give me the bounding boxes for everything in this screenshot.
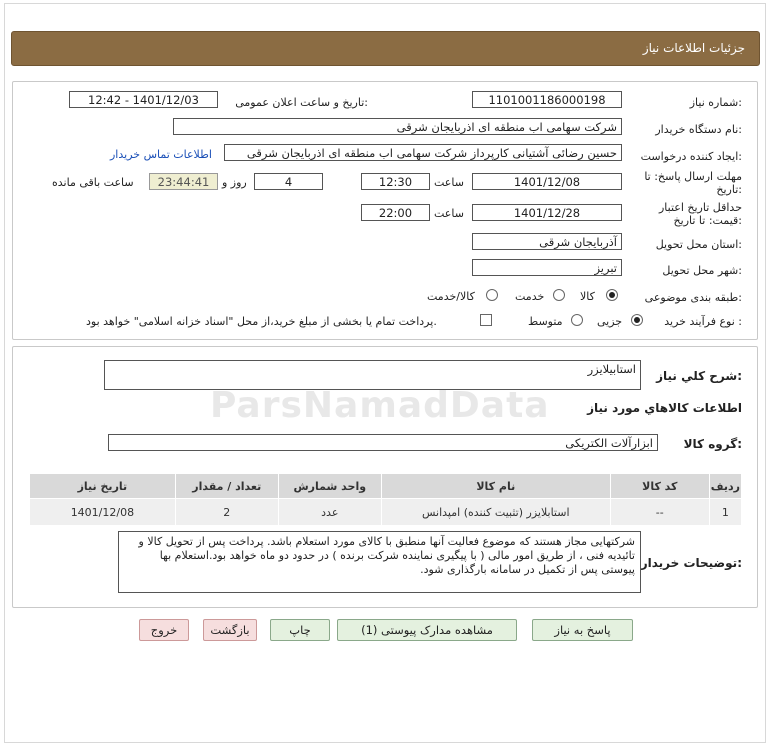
summary-label: شرح کلي نياز:	[656, 369, 742, 383]
contact-buyer-link[interactable]: اطلاعات تماس خریدار	[110, 148, 212, 161]
requester-label: ایجاد کننده درخواست:	[640, 150, 742, 163]
col-qty: تعداد / مقدار	[175, 474, 278, 499]
exit-button[interactable]: خروج	[139, 619, 189, 641]
category-service-radio[interactable]	[553, 289, 565, 301]
deadline-date-field: 1401/12/08	[472, 173, 622, 190]
province-label: استان محل تحویل:	[655, 238, 742, 251]
need-number-label: شماره نیاز:	[689, 96, 742, 109]
cell-unit: عدد	[278, 499, 381, 526]
announce-field: 1401/12/03 - 12:42	[69, 91, 218, 108]
cell-qty: 2	[175, 499, 278, 526]
reply-button[interactable]: پاسخ به نیاز	[532, 619, 633, 641]
days-label: روز و	[222, 176, 247, 189]
need-number-field: 1101001186000198	[472, 91, 622, 108]
deadline-time-label: ساعت	[434, 176, 464, 189]
validity-date-field: 1401/12/28	[472, 204, 622, 221]
purchase-medium-radio[interactable]	[571, 314, 583, 326]
validity-label-2: قیمت: تا تاریخ:	[673, 214, 742, 227]
summary-field: استابیلایزر	[104, 360, 641, 390]
cell-row: 1	[709, 499, 741, 526]
city-label: شهر محل تحویل:	[662, 264, 742, 277]
goods-info-title: اطلاعات کالاهاي مورد نياز	[587, 401, 742, 415]
province-field: آذربایجان شرقی	[472, 233, 622, 250]
col-name: نام کالا	[381, 474, 610, 499]
deadline-label-2: تاریخ:	[716, 183, 742, 196]
table-row	[30, 499, 742, 526]
buyer-notes-field: شرکتهایی مجاز هستند که موضوع فعالیت آنها منطبق با کالای مورد استعلام باشد. پرداخت پس از تحویل کالا و تائیدیه فنی ، از طریق امور مالی ( با پیگیری نماینده شرکت برنده ) در حدود دو ماه خواهد بود.استعلام بها پیوستی پس از تکمیل در سامانه بارگذاری شود.	[118, 531, 641, 593]
back-button[interactable]: بازگشت	[203, 619, 257, 641]
header-bar	[11, 31, 760, 66]
group-label: گروه کالا:	[683, 437, 742, 451]
category-both-radio[interactable]	[486, 289, 498, 301]
buyer-field: شرکت سهامی اب منطقه ای اذربایجان شرقی	[173, 118, 622, 135]
purchase-minor-radio[interactable]	[631, 314, 643, 326]
watermark-logo: ParsNamadData	[210, 385, 550, 426]
city-field: تبریز	[472, 259, 622, 276]
items-table	[29, 473, 742, 526]
validity-time-label: ساعت	[434, 207, 464, 220]
validity-label-1: حداقل تاریخ اعتبار	[658, 201, 742, 214]
requester-field: حسین رضائی آشتیانی کارپرداز شرکت سهامی اب منطقه ای اذربایجان شرقی	[224, 144, 622, 161]
category-service-label: خدمت	[515, 290, 545, 303]
days-field: 4	[254, 173, 323, 190]
group-field: ابزارآلات الکتریکی	[108, 434, 658, 451]
treasury-checkbox[interactable]	[480, 314, 492, 326]
page-title: جزئیات اطلاعات نیاز	[642, 41, 745, 55]
col-unit: واحد شمارش	[278, 474, 381, 499]
announce-label: تاریخ و ساعت اعلان عمومی:	[235, 96, 368, 109]
remaining-label: ساعت باقی مانده	[52, 176, 134, 189]
deadline-label-1: مهلت ارسال پاسخ: تا	[644, 170, 742, 183]
category-goods-radio[interactable]	[606, 289, 618, 301]
cell-code: --	[610, 499, 709, 526]
col-date: تاریخ نیاز	[30, 474, 176, 499]
validity-time-field: 22:00	[361, 204, 430, 221]
purchase-minor-label: جزیی	[597, 315, 623, 328]
col-code: کد کالا	[610, 474, 709, 499]
buyer-label: نام دستگاه خریدار:	[655, 123, 742, 136]
remaining-timer: 23:44:41	[149, 173, 218, 190]
col-row: ردیف	[709, 474, 741, 499]
treasury-note: پرداخت تمام یا بخشی از مبلغ خرید،از محل "اسناد خزانه اسلامی" خواهد بود.	[86, 315, 437, 328]
deadline-time-field: 12:30	[361, 173, 430, 190]
attachments-button[interactable]: مشاهده مدارک پیوستی (1)	[337, 619, 517, 641]
buyer-notes-label: توضیحات خریدار:	[640, 556, 742, 570]
category-goods-label: کالا	[580, 290, 595, 303]
cell-name: استابلایزر (تثبیت کننده) امپدانس	[381, 499, 610, 526]
purchase-type-label: نوع فرآیند خرید :	[664, 315, 742, 328]
cell-date: 1401/12/08	[30, 499, 176, 526]
category-both-label: کالا/خدمت	[427, 290, 475, 303]
category-label: طبقه بندی موضوعی:	[644, 291, 742, 304]
purchase-medium-label: متوسط	[528, 315, 563, 328]
print-button[interactable]: چاپ	[270, 619, 330, 641]
